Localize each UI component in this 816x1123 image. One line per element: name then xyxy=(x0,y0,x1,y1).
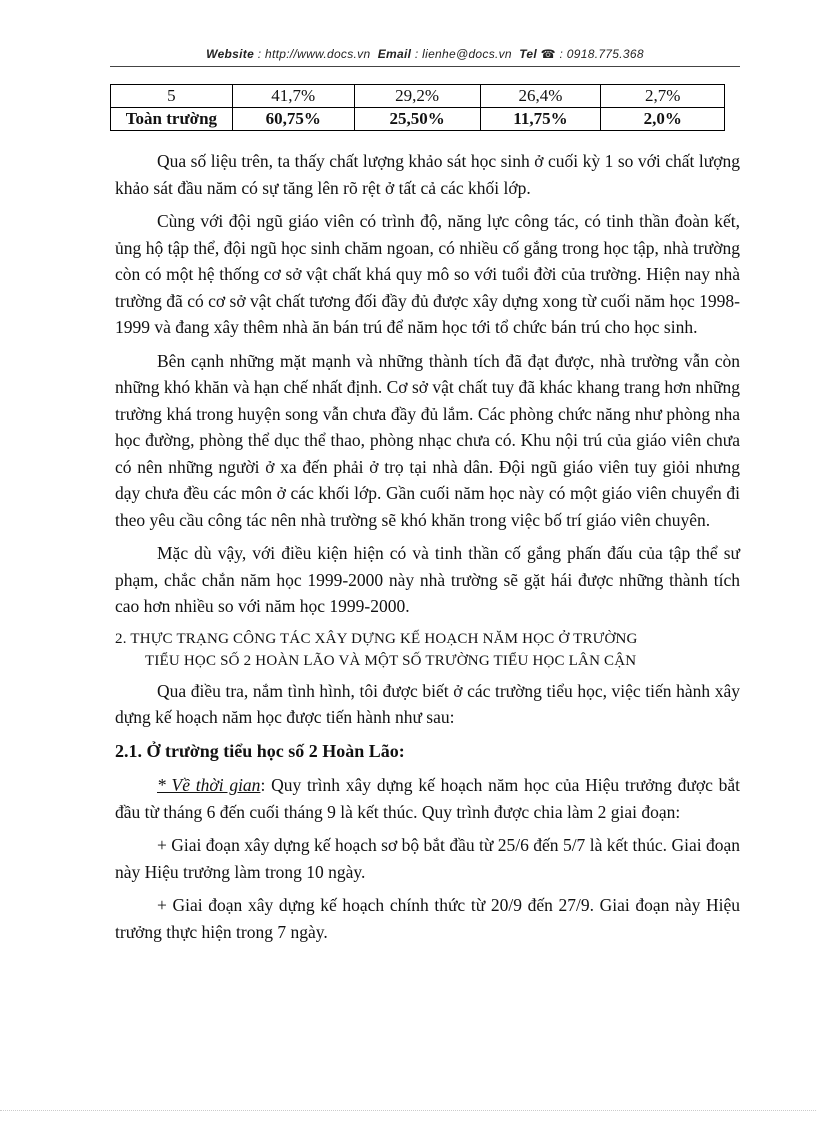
table-row xyxy=(111,85,725,108)
subheading: 2.1. Ở trường tiểu học số 2 Hoàn Lão: xyxy=(115,740,405,761)
table-cell: 26,4% xyxy=(480,85,601,108)
table-cell: 25,50% xyxy=(354,108,480,131)
footer-divider xyxy=(0,1110,816,1111)
table-cell: Toàn trường xyxy=(111,108,233,131)
results-table xyxy=(110,84,725,131)
section-title xyxy=(115,628,740,672)
email-value: : lienhe@docs.vn xyxy=(414,47,512,61)
table-cell: 11,75% xyxy=(480,108,601,131)
paragraph: Cùng với đội ngũ giáo viên có trình độ, năng lực công tác, có tinh thần đoàn kết, ủng hộ tập thể, đội ngũ học sinh chăm ngoan, có nhiều cố gắng trong học tập, nhà trường còn có một hệ thống cơ sở vật chất khá quy mô so với tuổi đời của trường. Hiện nay nhà trường đã có cơ sở vật chất tương đối đầy đủ được xây dựng xong từ cuối năm học 1998-1999 và đang xây thêm nhà ăn bán trú để năm học tới tổ chức bán trú cho học sinh. xyxy=(115,211,740,337)
table-cell: 29,2% xyxy=(354,85,480,108)
email-label: Email xyxy=(377,47,412,61)
section-title-line2: TIỂU HỌC SỐ 2 HOÀN LÃO VÀ MỘT SỐ TRƯỜNG TIỂU HỌC LÂN CẬN xyxy=(145,652,637,669)
tel-value: : 0918.775.368 xyxy=(559,47,644,61)
time-text: : Quy trình xây dựng kế hoạch năm học của Hiệu trưởng được bắt đầu từ tháng 6 đến cuối tháng 9 là kết thúc. Quy trình được chia làm 2 giai đoạn: xyxy=(115,775,740,822)
table-row-total xyxy=(111,108,725,131)
paragraph xyxy=(115,772,740,825)
tel-label: Tel xyxy=(519,47,537,61)
table-cell: 60,75% xyxy=(232,108,354,131)
paragraph: + Giai đoạn xây dựng kế hoạch sơ bộ bắt đầu từ 25/6 đến 5/7 là kết thúc. Giai đoạn này Hiệu trưởng làm trong 10 ngày. xyxy=(115,835,740,882)
section-title-line1: 2. THỰC TRẠNG CÔNG TÁC XÂY DỰNG KẾ HOẠCH NĂM HỌC Ở TRƯỜNG xyxy=(115,630,638,647)
paragraph: Mặc dù vậy, với điều kiện hiện có và tinh thần cố gắng phấn đấu của tập thể sư phạm, chắc chắn năm học 1999-2000 này nhà trường sẽ gặt hái được những thành tích cao hơn nhiều so với năm học 1999-2000. xyxy=(115,543,740,616)
website-value: : http://www.docs.vn xyxy=(257,47,371,61)
paragraph: Bên cạnh những mặt mạnh và những thành tích đã đạt được, nhà trường vẫn còn những khó khăn và hạn chế nhất định. Cơ sở vật chất tuy đã khác khang trang hơn những trường khá trong huyện song vẫn chưa đầy đủ lắm. Các phòng chức năng như phòng nha học đường, phòng thể dục thể thao, phòng nhạc chưa có. Khu nội trú của giáo viên chưa có nên những người ở xa đến phải ở trọ tại nhà dân. Đội ngũ giáo viên tuy giỏi nhưng dạy chưa đều các môn ở các khối lớp. Gần cuối năm học này có một giáo viên chuyển đi theo yêu cầu công tác nên nhà trường sẽ khó khăn trong việc bố trí giáo viên chuyên. xyxy=(115,350,740,530)
paragraph: + Giai đoạn xây dựng kế hoạch chính thức từ 20/9 đến 27/9. Giai đoạn này Hiệu trưởng thực hiện trong 7 ngày. xyxy=(115,895,740,942)
paragraph: Qua số liệu trên, ta thấy chất lượng khảo sát học sinh ở cuối kỳ 1 so với chất lượng khảo sát đầu năm có sự tăng lên rõ rệt ở tất cả các khối lớp. xyxy=(115,151,740,198)
table-cell: 41,7% xyxy=(232,85,354,108)
table-cell: 2,0% xyxy=(601,108,725,131)
table-cell: 2,7% xyxy=(601,85,725,108)
paragraph: Qua điều tra, nắm tình hình, tôi được biết ở các trường tiểu học, việc tiến hành xây dựng kế hoạch năm học được tiến hành như sau: xyxy=(115,680,740,727)
time-label: * Về thời gian xyxy=(157,775,261,795)
header-divider xyxy=(110,66,740,67)
document-body xyxy=(115,148,740,952)
table-cell: 5 xyxy=(111,85,233,108)
phone-icon: ☎ xyxy=(540,47,556,61)
website-label: Website xyxy=(206,47,255,61)
page-header xyxy=(110,47,740,61)
